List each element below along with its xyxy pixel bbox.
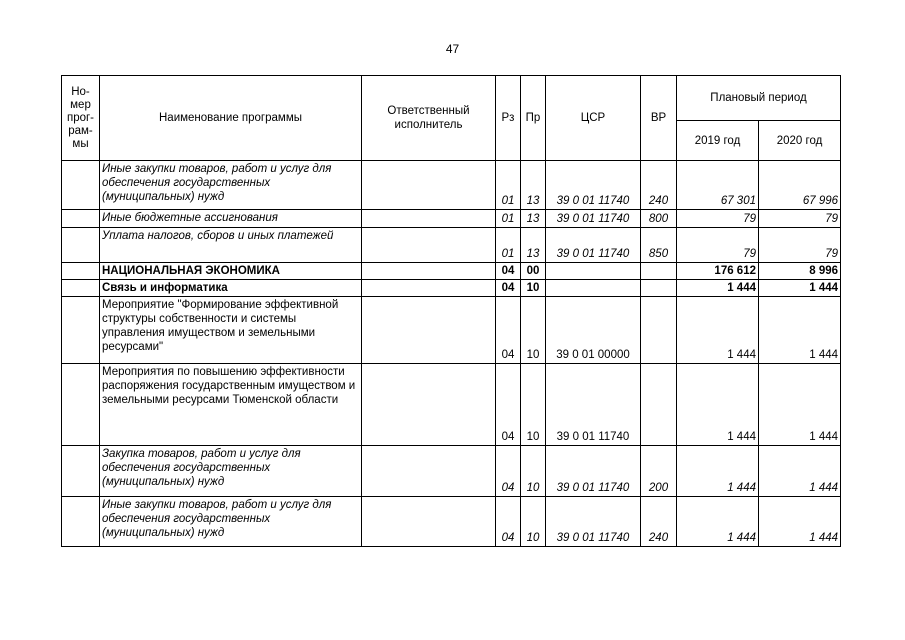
program-number-cell [62,161,100,210]
header-rz: Рз [496,76,521,161]
program-number-cell [62,210,100,228]
amount-2019-cell: 1 444 [677,297,759,364]
csr-cell: 39 0 01 00000 [546,297,641,364]
csr-cell [546,263,641,280]
table-row [62,210,841,228]
table-row [62,446,841,497]
executor-cell [362,210,496,228]
program-name-cell: Мероприятия по повышению эффективности распоряжения государственным имуществом и земельными ресурсами Тюменской области [100,364,362,446]
csr-cell: 39 0 01 11740 [546,210,641,228]
executor-cell [362,161,496,210]
amount-2020-cell: 79 [759,210,841,228]
program-name-cell: Иные закупки товаров, работ и услуг для обеспечения государственных (муниципальных) нужд [100,161,362,210]
rz-cell: 01 [496,228,521,263]
program-name-cell: Иные бюджетные ассигнования [100,210,362,228]
program-number-cell [62,446,100,497]
budget-table [61,75,841,547]
header-vr: ВР [641,76,677,161]
program-name-cell: Связь и информатика [100,280,362,297]
header-year-2020: 2020 год [759,121,841,161]
rz-cell: 04 [496,297,521,364]
program-name-cell: Закупка товаров, работ и услуг для обеспечения государственных (муниципальных) нужд [100,446,362,497]
page-number: 47 [445,42,460,56]
amount-2019-cell: 79 [677,210,759,228]
amount-2020-cell: 1 444 [759,364,841,446]
vr-cell [641,364,677,446]
executor-cell [362,228,496,263]
executor-cell [362,280,496,297]
vr-cell: 200 [641,446,677,497]
pr-cell: 13 [521,228,546,263]
program-number-cell [62,364,100,446]
header-planned-period: Плановый период [677,76,841,121]
header-year-2019: 2019 год [677,121,759,161]
program-number-cell [62,263,100,280]
header-pr: Пр [521,76,546,161]
amount-2020-cell: 1 444 [759,280,841,297]
pr-cell: 10 [521,497,546,547]
vr-cell [641,297,677,364]
rz-cell: 04 [496,280,521,297]
program-name-cell: Уплата налогов, сборов и иных платежей [100,228,362,263]
executor-cell [362,263,496,280]
amount-2019-cell: 79 [677,228,759,263]
rz-cell: 01 [496,161,521,210]
vr-cell: 240 [641,161,677,210]
csr-cell [546,280,641,297]
rz-cell: 04 [496,446,521,497]
vr-cell [641,280,677,297]
table-row [62,161,841,210]
csr-cell: 39 0 01 11740 [546,446,641,497]
table-row [62,497,841,547]
program-name-cell: Иные закупки товаров, работ и услуг для обеспечения государственных (муниципальных) нужд [100,497,362,547]
program-number-cell [62,497,100,547]
amount-2019-cell: 1 444 [677,364,759,446]
header-csr: ЦСР [546,76,641,161]
rz-cell: 01 [496,210,521,228]
program-number-cell [62,228,100,263]
executor-cell [362,446,496,497]
amount-2019-cell: 176 612 [677,263,759,280]
rz-cell: 04 [496,497,521,547]
vr-cell: 240 [641,497,677,547]
pr-cell: 10 [521,446,546,497]
amount-2019-cell: 1 444 [677,497,759,547]
amount-2020-cell: 79 [759,228,841,263]
executor-cell [362,364,496,446]
table-row [62,228,841,263]
pr-cell: 13 [521,210,546,228]
header-program-number: Но- мер прог- рам- мы [62,76,100,161]
pr-cell: 10 [521,280,546,297]
amount-2019-cell: 67 301 [677,161,759,210]
amount-2020-cell: 1 444 [759,297,841,364]
pr-cell: 10 [521,364,546,446]
amount-2020-cell: 8 996 [759,263,841,280]
program-number-cell [62,280,100,297]
vr-cell: 800 [641,210,677,228]
vr-cell: 850 [641,228,677,263]
amount-2019-cell: 1 444 [677,280,759,297]
csr-cell: 39 0 01 11740 [546,228,641,263]
amount-2020-cell: 1 444 [759,446,841,497]
header-executor: Ответственный исполнитель [362,76,496,161]
pr-cell: 13 [521,161,546,210]
table-row [62,297,841,364]
header-program-name: Наименование программы [100,76,362,161]
rz-cell: 04 [496,364,521,446]
table-row [62,364,841,446]
rz-cell: 04 [496,263,521,280]
table-row [62,280,841,297]
csr-cell: 39 0 01 11740 [546,497,641,547]
executor-cell [362,497,496,547]
program-name-cell: Мероприятие "Формирование эффективной структуры собственности и системы управления имуществом и земельными ресурсами" [100,297,362,364]
pr-cell: 10 [521,297,546,364]
csr-cell: 39 0 01 11740 [546,161,641,210]
csr-cell: 39 0 01 11740 [546,364,641,446]
amount-2020-cell: 1 444 [759,497,841,547]
amount-2019-cell: 1 444 [677,446,759,497]
program-name-cell: НАЦИОНАЛЬНАЯ ЭКОНОМИКА [100,263,362,280]
amount-2020-cell: 67 996 [759,161,841,210]
executor-cell [362,297,496,364]
table-row [62,263,841,280]
vr-cell [641,263,677,280]
program-number-cell [62,297,100,364]
pr-cell: 00 [521,263,546,280]
